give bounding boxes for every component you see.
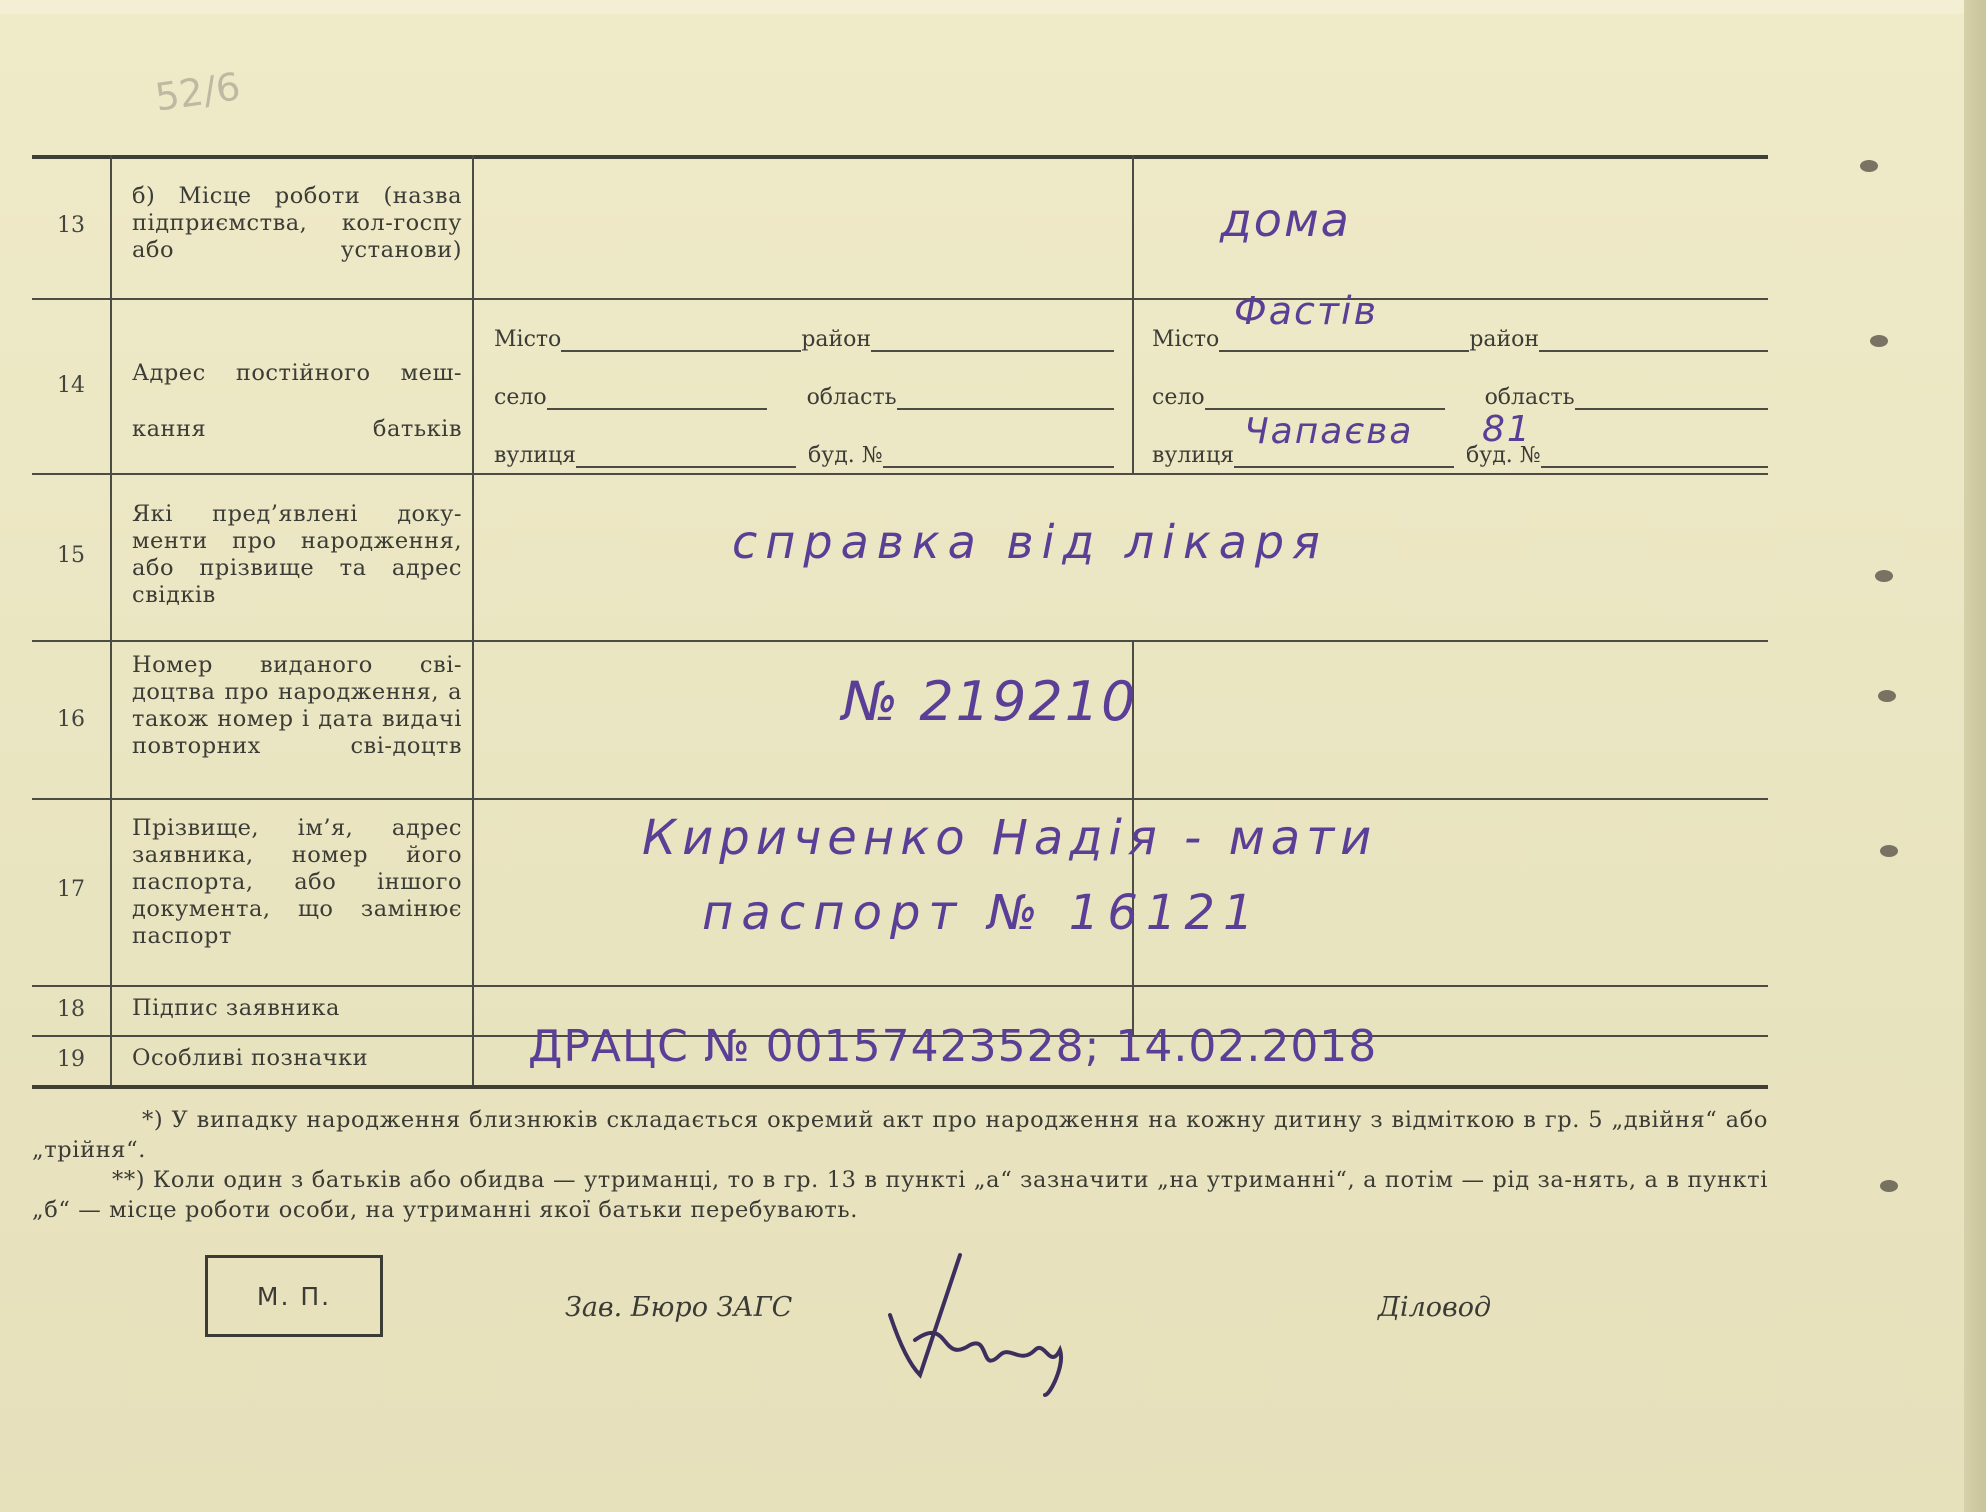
handwritten-certificate-number: № 219210	[842, 670, 1138, 733]
punch-hole	[1860, 160, 1878, 172]
stamp-place-box: М. П.	[205, 1255, 383, 1337]
handwritten-applicant-name: Кириченко Надія - мати	[642, 810, 1378, 866]
birth-record-table	[32, 155, 1768, 1090]
row-label-certificate: Номер виданого сві-доцтва про народження, а також номер і дата видачі повторних сві-доцтв	[132, 652, 462, 759]
house-field	[1541, 446, 1768, 468]
handwritten-house: 81	[1482, 409, 1532, 450]
punch-hole	[1880, 1180, 1898, 1192]
region-label: область	[806, 385, 897, 410]
row-number: 13	[57, 213, 85, 238]
clerk-label: Діловод	[1378, 1292, 1492, 1323]
city-field	[561, 330, 801, 352]
city-label: Місто	[494, 327, 562, 352]
handwritten-street: Чапаєва	[1244, 411, 1414, 452]
table-rule	[32, 298, 1768, 300]
village-field	[547, 388, 767, 410]
row-number: 17	[57, 877, 85, 902]
address-line-village	[494, 385, 1114, 410]
punch-hole	[1878, 690, 1896, 702]
city-label: Місто	[1152, 327, 1220, 352]
region-field	[897, 388, 1114, 410]
table-column-rule	[472, 155, 474, 1085]
house-field	[883, 446, 1114, 468]
city-field	[1219, 330, 1469, 352]
address-line-street	[494, 443, 1114, 468]
village-field	[1205, 388, 1445, 410]
village-label: село	[494, 385, 547, 410]
head-signature	[860, 1245, 1110, 1405]
row-label-workplace: б) Місце роботи (назва підприємства, кол-госпу або установи)	[132, 183, 462, 263]
street-label: вулиця	[494, 443, 576, 468]
handwritten-city: Фастів	[1234, 289, 1378, 333]
table-column-rule	[1132, 155, 1134, 473]
district-field	[1539, 330, 1768, 352]
handwritten-documents: справка від лікаря	[732, 515, 1328, 569]
village-label: село	[1152, 385, 1205, 410]
row-label-notes: Особливі позначки	[132, 1045, 369, 1071]
row-number: 19	[57, 1047, 85, 1072]
district-field	[871, 330, 1114, 352]
house-label: буд. №	[1466, 443, 1541, 468]
row-number: 18	[57, 997, 85, 1022]
punch-hole	[1880, 845, 1898, 857]
region-label: область	[1484, 385, 1575, 410]
row-number: 14	[57, 373, 85, 398]
footnote-twins: *) У випадку народження близнюків складається окремий акт про народження на кожну дитину з відміткою в гр. 5 „двійня“ або „трійня“.	[32, 1107, 1768, 1163]
address-line-city	[494, 327, 1114, 352]
top-edge	[0, 0, 1986, 14]
table-column-rule	[110, 155, 112, 1085]
district-label: район	[1469, 327, 1540, 352]
table-rule	[32, 640, 1768, 642]
row-label-documents: Які пред’явлені доку-менти про народження, або прізвище та адрес свідків	[132, 501, 462, 608]
region-field	[1575, 388, 1768, 410]
row-number: 16	[57, 707, 85, 732]
table-rule	[32, 155, 1768, 159]
registry-head-label: Зав. Бюро ЗАГС	[565, 1292, 793, 1323]
address-line-village	[1152, 385, 1768, 410]
footnote-dependents: **) Коли один з батьків або обидва — утриманці, то в гр. 13 в пункті „а“ зазначити „на утриманні“, а потім — рід за-нять, а в пункті „б“ — місце роботи особи, на утриманні якої батьки перебувають.	[32, 1167, 1768, 1223]
archive-number: 52/6	[152, 64, 243, 120]
district-label: район	[801, 327, 872, 352]
street-field	[576, 446, 796, 468]
handwritten-passport: паспорт № 16121	[702, 885, 1262, 941]
table-rule	[32, 985, 1768, 987]
punch-hole	[1875, 570, 1893, 582]
page-edge-shadow	[1964, 0, 1986, 1512]
row-label-address: Адрес постійного меш-кання батьків	[132, 360, 462, 442]
table-rule	[32, 473, 1768, 475]
handwritten-special-notes: ДРАЦС № 00157423528; 14.02.2018	[528, 1021, 1378, 1072]
row-label-applicant: Прізвище, ім’я, адрес заявника, номер його паспорта, або іншого документа, що замінює паспорт	[132, 815, 462, 949]
table-rule	[32, 798, 1768, 800]
punch-hole	[1870, 335, 1888, 347]
row-label-signature: Підпис заявника	[132, 995, 340, 1021]
house-label: буд. №	[808, 443, 883, 468]
street-label: вулиця	[1152, 443, 1234, 468]
handwritten-workplace: дома	[1220, 193, 1351, 247]
row-number: 15	[57, 543, 85, 568]
table-rule	[32, 1085, 1768, 1089]
